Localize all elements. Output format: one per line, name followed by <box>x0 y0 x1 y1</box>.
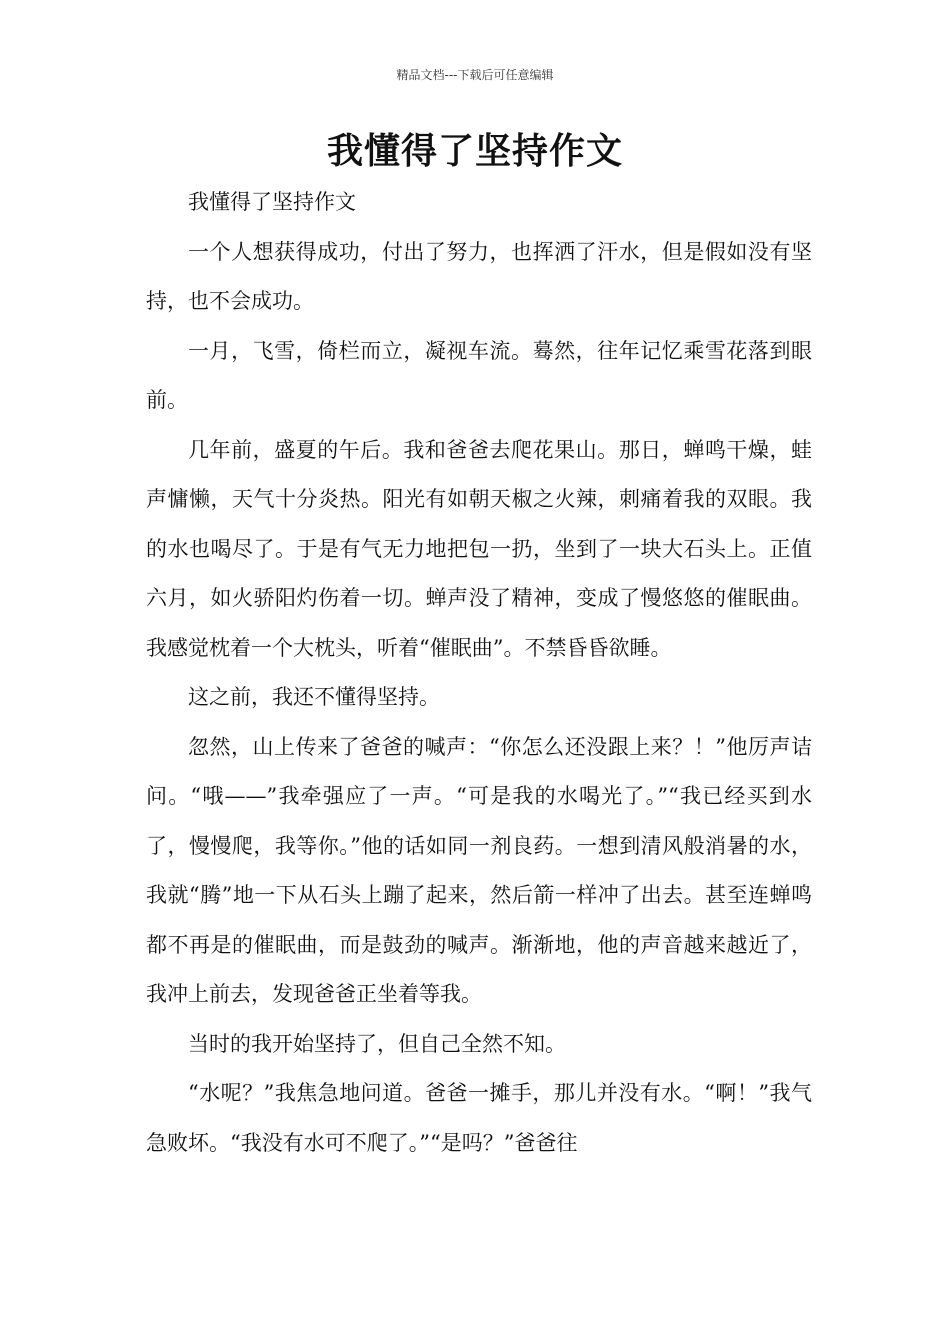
document-title: 我懂得了坚持作文 <box>326 131 623 172</box>
paragraph: “水呢？”我焦急地问道。爸爸一摊手，那儿并没有水。“啊！”我气急败坏。“我没有水可不爬了。”“是吗？”爸爸往 <box>146 1081 812 1155</box>
paragraph: 一个人想获得成功，付出了努力，也挥洒了汗水，但是假如没有坚持，也不会成功。 <box>146 239 812 313</box>
paragraph: 一月，飞雪，倚栏而立，凝视车流。蓦然，往年记忆乘雪花落到眼前。 <box>146 338 812 412</box>
paragraph: 我懂得了坚持作文 <box>188 190 356 214</box>
paragraph: 几年前，盛夏的午后。我和爸爸去爬花果山。那日，蝉鸣干燥，蛙声慵懒，天气十分炎热。阳光有如朝天椒之火辣，刺痛着我的双眼。我的水也喝尽了。于是有气无力地把包一扔，坐到了一块大石头上。正值六月，如火骄阳灼伤着一切。蝉声没了精神，变成了慢悠悠的催眠曲。我感觉枕着一个大枕头，听着“催眠曲”。不禁昏昏欲睡。 <box>146 437 812 660</box>
paragraph: 这之前，我还不懂得坚持。 <box>188 685 440 709</box>
header-note: 精品文档---下载后可任意编辑 <box>396 68 554 82</box>
paragraph: 忽然，山上传来了爸爸的喊声：“你怎么还没跟上来？！”他厉声诘问。“哦——”我牵强应了一声。“可是我的水喝光了。”“我已经买到水了，慢慢爬，我等你。”他的话如同一剂良药。一想到清风般消暑的水，我就“腾”地一下从石头上蹦了起来，然后箭一样冲了出去。甚至连蝉鸣都不再是的催眠曲，而是鼓劲的喊声。渐渐地，他的声音越来越近了，我冲上前去，发现爸爸正坐着等我。 <box>146 734 812 1006</box>
document-body <box>146 178 812 1168</box>
paragraph: 当时的我开始坚持了，但自己全然不知。 <box>188 1031 566 1056</box>
